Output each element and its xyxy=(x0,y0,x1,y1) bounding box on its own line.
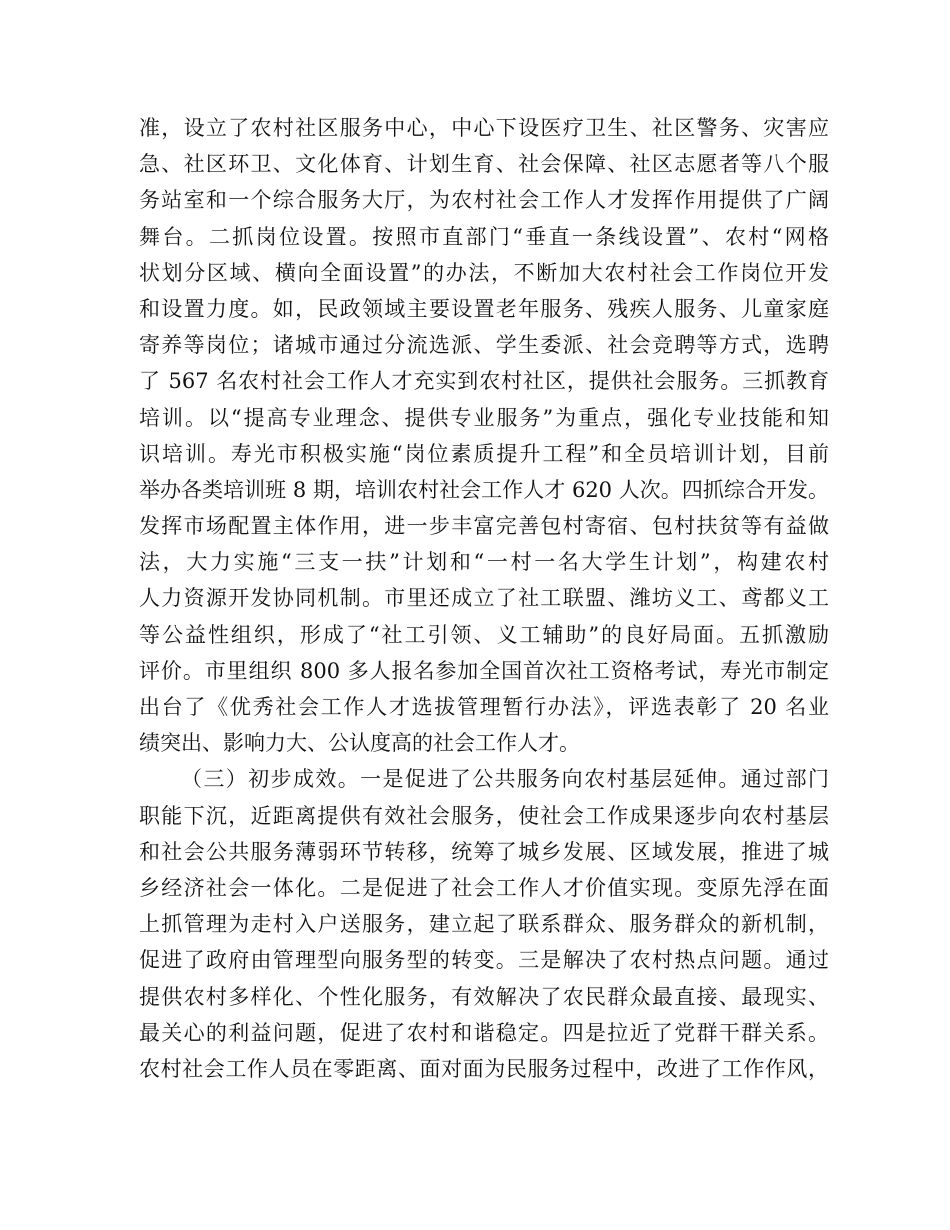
text-line: 评价。市里组织 800 多人报名参加全国首次社工资格考试，寿光市制定 xyxy=(139,658,829,683)
text-line: 最关心的利益问题，促进了农村和谐稳定。四是拉近了党群干群关系。 xyxy=(139,1020,829,1045)
text-line: 等公益性组织，形成了“社工引领、义工辅助”的良好局面。五抓激励 xyxy=(139,622,829,647)
text-line: （三）初步成效。一是促进了公共服务向农村基层延伸。通过部门 xyxy=(181,767,829,792)
text-line: 准，设立了农村社区服务中心，中心下设医疗卫生、社区警务、灾害应 xyxy=(139,116,829,140)
text-line: 出台了《优秀社会工作人才选拔管理暂行办法》，评选表彰了 20 名业 xyxy=(139,695,829,719)
text-line: 和设置力度。如，民政领域主要设置老年服务、残疾人服务、儿童家庭 xyxy=(139,296,829,321)
paragraph-measures xyxy=(139,110,829,761)
text-line: 务站室和一个综合服务大厅，为农村社会工作人才发挥作用提供了广阔 xyxy=(139,188,829,213)
text-line: 培训。以“提高专业理念、提供专业服务”为重点，强化专业技能和知 xyxy=(139,405,829,430)
text-line: 乡经济社会一体化。二是促进了社会工作人才价值实现。变原先浮在面 xyxy=(139,875,829,900)
text-line: 法，大力实施“三支一扶”计划和“一村一名大学生计划”，构建农村 xyxy=(139,550,829,575)
text-line: 职能下沉，近距离提供有效社会服务，使社会工作成果逐步向农村基层 xyxy=(139,803,829,828)
text-line: 举办各类培训班 8 期，培训农村社会工作人才 620 人次。四抓综合开发。 xyxy=(139,477,829,502)
text-line: 舞台。二抓岗位设置。按照市直部门“垂直一条线设置”、农村“网格 xyxy=(139,224,829,249)
document-body xyxy=(139,110,829,1087)
text-line: 提供农村多样化、个性化服务，有效解决了农民群众最直接、最现实、 xyxy=(139,984,829,1009)
text-line: 人力资源开发协同机制。市里还成立了社工联盟、潍坊义工、鸢都义工 xyxy=(139,586,829,611)
text-line: 绩突出、影响力大、公认度高的社会工作人才。 xyxy=(139,731,580,756)
text-line: 了 567 名农村社会工作人才充实到农村社区，提供社会服务。三抓教育 xyxy=(139,369,829,394)
text-line: 寄养等岗位；诸城市通过分流选派、学生委派、社会竞聘等方式，选聘 xyxy=(139,333,829,358)
text-line: 和社会公共服务薄弱环节转移，统筹了城乡发展、区域发展，推进了城 xyxy=(139,839,829,864)
text-line: 上抓管理为走村入户送服务，建立起了联系群众、服务群众的新机制， xyxy=(139,912,829,937)
text-line: 状划分区域、横向全面设置”的办法，不断加大农村社会工作岗位开发 xyxy=(139,260,829,285)
paragraph-results xyxy=(139,761,829,1087)
text-line: 农村社会工作人员在零距离、面对面为民服务过程中，改进了工作作风， xyxy=(139,1056,829,1081)
text-line: 促进了政府由管理型向服务型的转变。三是解决了农村热点问题。通过 xyxy=(139,948,829,973)
text-line: 急、社区环卫、文化体育、计划生育、社会保障、社区志愿者等八个服 xyxy=(139,152,829,177)
text-line: 发挥市场配置主体作用，进一步丰富完善包村寄宿、包村扶贫等有益做 xyxy=(139,514,829,539)
text-line: 识培训。寿光市积极实施“岗位素质提升工程”和全员培训计划，目前 xyxy=(139,441,829,466)
